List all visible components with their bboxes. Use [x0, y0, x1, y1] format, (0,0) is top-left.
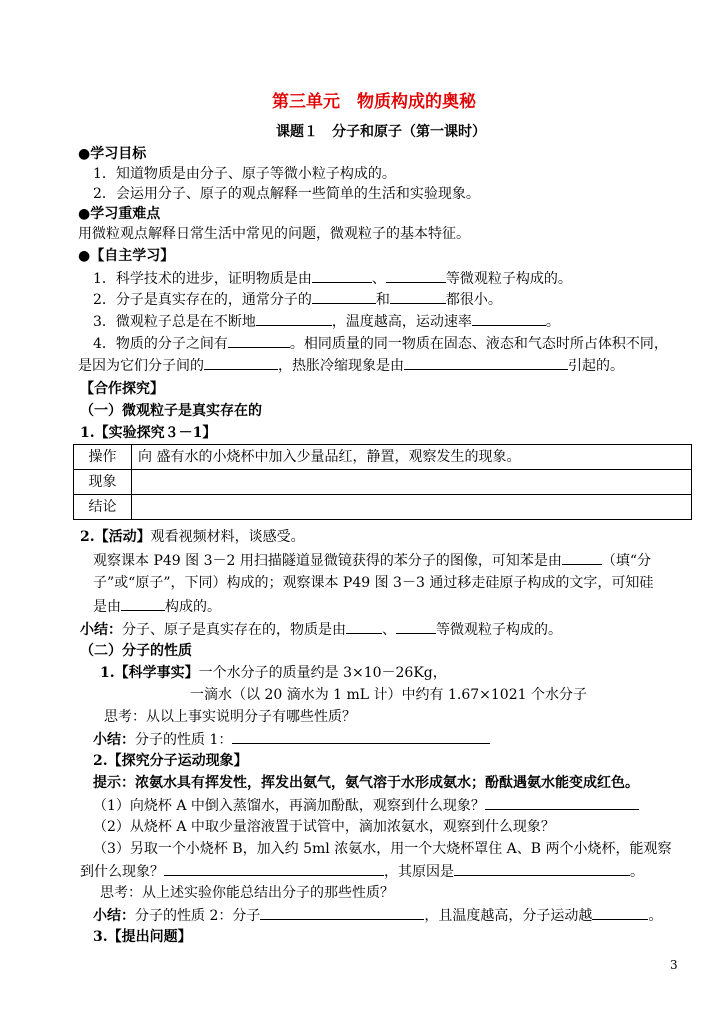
fact-line-2: 一滴水（以 20 滴水为 1 mL 计）中约有 1.67×1021 个水分子 — [190, 687, 587, 703]
blank — [472, 311, 546, 326]
blank — [260, 905, 424, 920]
property-2 — [93, 905, 662, 926]
blank — [396, 619, 436, 634]
activity-line — [80, 527, 305, 547]
text: 都很小。 — [445, 292, 502, 308]
text: 。 — [648, 908, 663, 924]
text: 是由 — [93, 599, 121, 615]
text: 是因为它们分子间的 — [78, 358, 204, 374]
activity-text — [93, 550, 651, 571]
text: 。相同质量的同一物质在固态、液态和气态时所占体积不同， — [289, 336, 668, 352]
summary-label: 小结： — [80, 622, 122, 638]
table-row — [74, 495, 692, 520]
blank — [164, 861, 384, 876]
text: 。 — [630, 864, 644, 880]
property-1 — [93, 729, 490, 750]
fact-heading: 1.【科学事实】 — [100, 665, 199, 681]
blank — [228, 333, 290, 348]
self-study-heading: ●【自主学习】 — [78, 248, 175, 264]
blank — [204, 355, 278, 370]
text: 4．物质的分子之间有 — [93, 336, 228, 352]
table-row — [74, 470, 692, 495]
step-1 — [93, 795, 639, 816]
self-item-4-cont — [78, 355, 624, 376]
row-label: 结论 — [74, 495, 132, 520]
summary-label: 小结： — [93, 732, 135, 748]
page-number: 3 — [670, 958, 678, 972]
page-title: 第三单元 物质构成的奥秘 — [272, 92, 476, 112]
blank — [390, 289, 446, 304]
text: ，其原因是 — [384, 864, 454, 880]
text: 、 — [382, 622, 396, 638]
goal-item: 2．会运用分子、原子的观点解释一些简单的生活和实验现象。 — [93, 186, 480, 202]
blank — [454, 861, 630, 876]
lesson-subtitle: 课题１ 分子和原子（第一课时） — [276, 124, 486, 140]
table-row — [74, 445, 692, 470]
text: 3．微观粒子总是在不断地 — [93, 314, 256, 330]
text: 等微观粒子构成的。 — [436, 622, 562, 638]
text: 引起的。 — [568, 358, 624, 374]
step-2: （2）从烧杯 A 中取少量溶液置于试管中，滴加浓氨水，观察到什么现象？ — [93, 819, 555, 835]
blank — [386, 268, 446, 283]
self-item-1 — [93, 268, 572, 289]
fact-line — [100, 663, 447, 683]
text: （1）向烧杯 A 中倒入蒸馏水，再滴加酚酞，观察到什么现象？ — [93, 798, 485, 814]
row-content — [132, 495, 692, 520]
explore-heading: 2.【探究分子运动现象】 — [93, 753, 248, 769]
text: 观看视频材料，谈感受。 — [150, 529, 305, 545]
text: 分子的性质 1： — [135, 732, 233, 748]
question-heading: 3.【提出问题】 — [93, 929, 192, 945]
text: 一个水分子的质量约是 3×10－26Kg， — [198, 665, 447, 681]
text: 2．分子是真实存在的，通常分子的 — [93, 292, 312, 308]
goal-item: 1．知道物质是由分子、原子等微小粒子构成的。 — [93, 166, 396, 182]
text: ，且温度越高，分子运动越 — [424, 908, 593, 924]
section-2-heading: （二）分子的性质 — [80, 643, 192, 659]
text: 观察课本 P49 图 3－2 用扫描隧道显微镜获得的苯分子的图像，可知苯是由 — [93, 553, 562, 569]
blank — [485, 795, 639, 810]
row-content: 向 盛有水的小烧杯中加入少量品红，静置，观察发生的现象。 — [132, 445, 692, 470]
text: （填“分 — [601, 553, 652, 569]
row-label: 现象 — [74, 470, 132, 495]
activity-text — [93, 596, 221, 617]
text: ，温度越高，运动速率 — [331, 314, 472, 330]
blank — [121, 596, 165, 611]
blank — [592, 905, 648, 920]
row-label: 操作 — [74, 445, 132, 470]
text: 。 — [545, 314, 560, 330]
blank — [562, 550, 602, 565]
text: 、 — [371, 271, 386, 287]
blank — [256, 311, 332, 326]
step-3: （3）另取一个小烧杯 B，加入约 5ml 浓氨水，用一个大烧杯罩住 A、B 两个小烧杯，能观察 — [93, 841, 672, 857]
text: 到什么现象？ — [80, 864, 164, 880]
summary-1 — [80, 619, 562, 640]
self-item-2 — [93, 289, 502, 310]
blank — [404, 355, 568, 370]
text: 等微观粒子构成的。 — [445, 271, 572, 287]
text: ，热胀冷缩现象是由 — [278, 358, 404, 374]
row-content — [132, 470, 692, 495]
text: 分子的性质 2：分子 — [135, 908, 261, 924]
text: 和 — [375, 292, 390, 308]
hint-text: 提示：浓氨水具有挥发性，挥发出氨气，氨气溶于水形成氨水；酚酞遇氨水能变成红色。 — [93, 775, 639, 791]
key-heading: ●学习重难点 — [78, 206, 161, 222]
summary-label: 小结： — [93, 908, 135, 924]
activity-text: 子”或“原子”，下同）构成的；观察课本 P49 图 3－3 通过移走硅原子构成的文字，可知硅 — [93, 575, 654, 591]
experiment-table — [73, 444, 692, 520]
blank — [312, 289, 376, 304]
self-item-4 — [93, 333, 668, 354]
text: 分子、原子是真实存在的，物质是由 — [122, 622, 346, 638]
coop-heading: 【合作探究】 — [80, 381, 164, 397]
blank — [346, 619, 382, 634]
blank — [232, 729, 490, 744]
text: 构成的。 — [165, 599, 221, 615]
experiment-heading: 1.【实验探究３－1】 — [80, 425, 217, 441]
section-1-heading: （一）微观粒子是真实存在的 — [80, 403, 262, 419]
blank — [312, 268, 372, 283]
self-item-3 — [93, 311, 560, 332]
think-2: 思考：从上述实验你能总结出分子的那些性质？ — [100, 885, 394, 901]
think-1: 思考：从以上事实说明分子有哪些性质？ — [104, 709, 356, 725]
step-3-cont — [80, 861, 644, 882]
text: 1．科学技术的进步，证明物质是由 — [93, 271, 312, 287]
key-text: 用微粒观点解释日常生活中常见的问题，微观粒子的基本特征。 — [78, 226, 470, 242]
activity-heading: 2.【活动】 — [80, 529, 151, 545]
goals-heading: ●学习目标 — [78, 146, 147, 162]
